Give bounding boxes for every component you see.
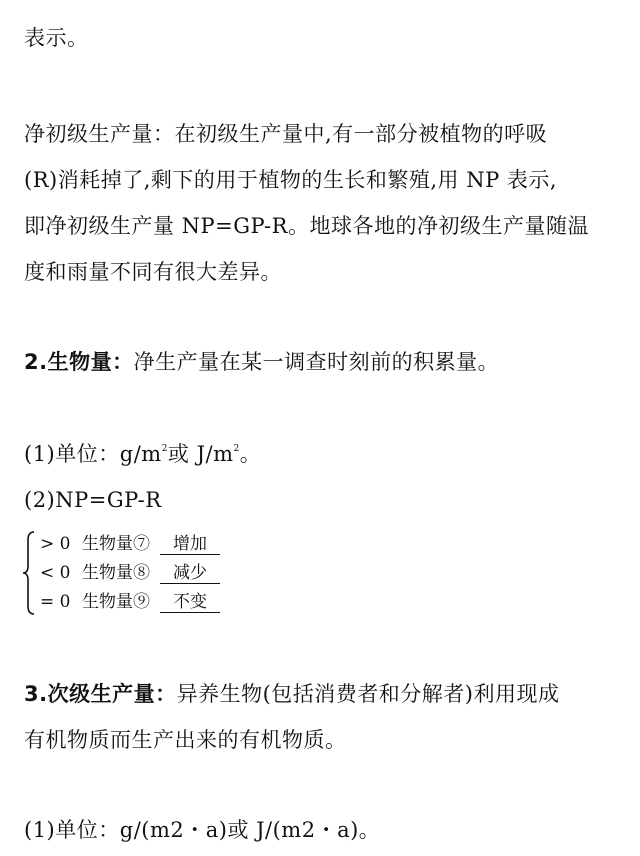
secondary-unit: (1)单位：g/(m2・a)或 J/(m2・a)。 <box>24 818 381 842</box>
secondary-line-2: 有机物质而生产出来的有机物质。 <box>24 728 347 752</box>
case-label: 生物量⑧ <box>82 563 150 583</box>
case-label: 生物量⑦ <box>82 534 150 554</box>
case-condition: = 0 <box>40 592 71 612</box>
npp-line-1: 净初级生产量：在初级生产量中,有一部分被植物的呼吸 <box>24 122 548 146</box>
biomass-unit-end: 。 <box>239 442 262 466</box>
biomass-definition: 净生产量在某一调查时刻前的积累量。 <box>133 350 500 374</box>
biomass-unit-prefix: (1)单位：g/m <box>24 442 162 466</box>
npp-line-2: (R)消耗掉了,剩下的用于植物的生长和繁殖,用 NP 表示, <box>24 168 558 192</box>
biomass-unit-sup-2: 2 <box>233 444 240 454</box>
npp-line-4: 度和雨量不同有很大差异。 <box>24 260 282 284</box>
case-answer: 减少 <box>160 563 220 584</box>
secondary-paragraph <box>24 680 559 708</box>
biomass-unit-mid: 或 J/m <box>167 442 234 466</box>
npp-line-3: 即净初级生产量 NP=GP-R。地球各地的净初级生产量随温 <box>24 214 589 238</box>
case-label: 生物量⑨ <box>82 592 150 612</box>
case-answer: 增加 <box>160 534 220 555</box>
intro-tail: 表示。 <box>24 26 89 50</box>
biomass-unit <box>24 440 261 468</box>
case-answer: 不变 <box>160 592 220 613</box>
case-row-3 <box>40 591 220 613</box>
case-condition: > 0 <box>40 534 71 554</box>
secondary-heading: 3.次级生产量： <box>24 682 177 706</box>
left-brace-icon <box>22 530 36 616</box>
biomass-unit-sup-1: 2 <box>161 444 168 454</box>
secondary-line-1: 异养生物(包括消费者和分解者)利用现成 <box>176 682 560 706</box>
case-row-2 <box>40 562 220 584</box>
case-row-1 <box>40 533 220 555</box>
case-condition: < 0 <box>40 563 71 583</box>
biomass-formula: (2)NP=GP-R <box>24 488 162 512</box>
biomass-paragraph <box>24 348 499 376</box>
biomass-heading: 2.生物量： <box>24 350 134 374</box>
